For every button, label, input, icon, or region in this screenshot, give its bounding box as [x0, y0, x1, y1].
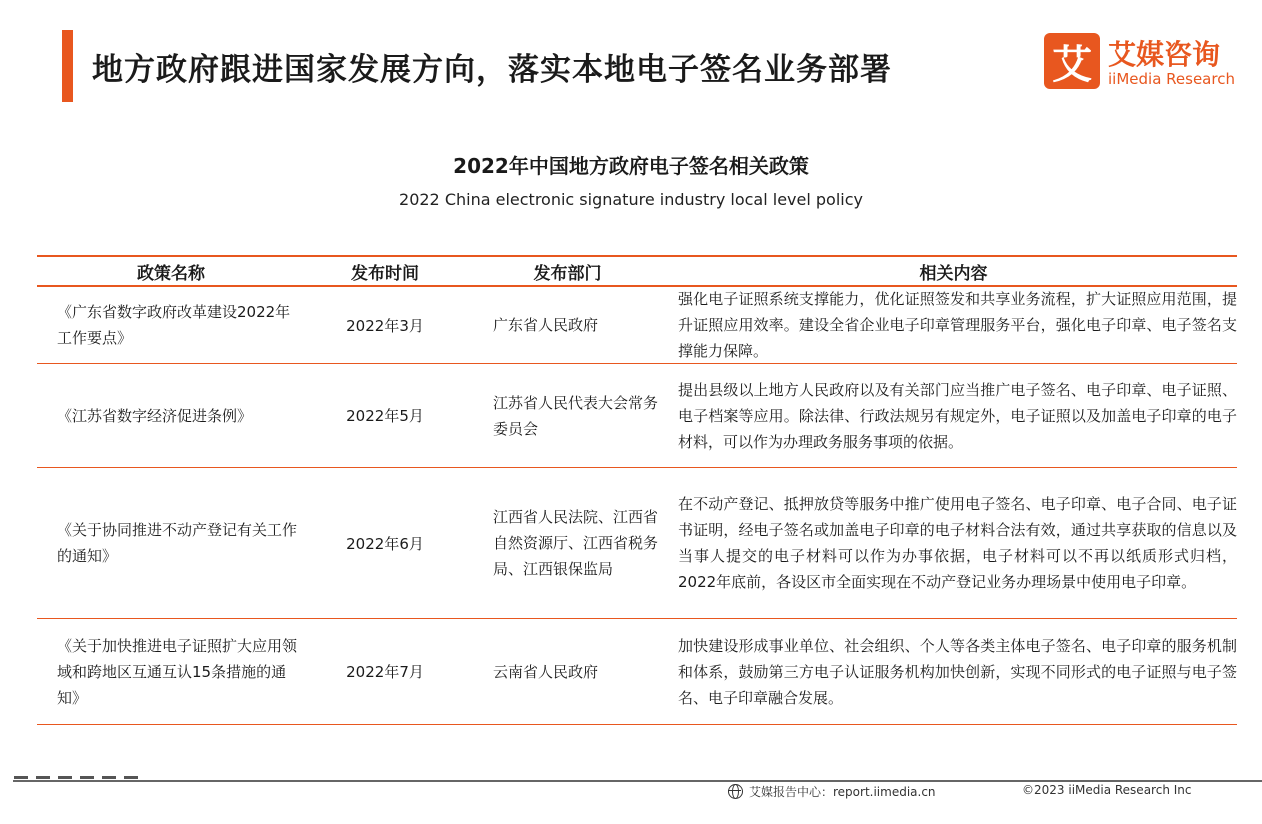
table-header	[37, 255, 1237, 287]
date-cell: 2022年3月	[346, 316, 424, 335]
logo-name-en: iiMedia Research	[1108, 70, 1235, 88]
footer-decoration	[14, 776, 144, 779]
table-row	[37, 619, 1237, 725]
title-accent-bar	[62, 30, 73, 102]
department-cell: 江苏省人民代表大会常务委员会	[493, 393, 659, 438]
logo-mark-icon: 艾	[1044, 33, 1100, 89]
date-cell: 2022年6月	[346, 534, 424, 553]
column-header-date: 发布时间	[351, 263, 419, 284]
department-cell: 云南省人民政府	[493, 662, 599, 681]
content-cell: 在不动产登记、抵押放贷等服务中推广使用电子签名、电子印章、电子合同、电子证书证明，经电子签名或加盖电子印章的电子材料合法有效，通过共享获取的信息以及当事人提交的电子材料可以作为办事依据，电子材料可以不再以纸质形式归档，2022年底前，各设区市全面实现在不动产登记业务办理场景中使用电子印章。	[678, 495, 1237, 591]
column-header-department: 发布部门	[533, 263, 602, 284]
content-cell: 提出县级以上地方人民政府以及有关部门应当推广电子签名、电子印章、电子证照、电子档案等应用。除法律、行政法规另有规定外，电子证照以及加盖电子印章的电子材料，可以作为办理政务服务事项的依据。	[678, 380, 1237, 451]
column-header-content: 相关内容	[919, 263, 988, 284]
date-cell: 2022年7月	[346, 663, 424, 681]
policy-name-cell: 《江苏省数字经济促进条例》	[57, 406, 253, 425]
footer-source	[728, 783, 936, 800]
footer-copyright: ©2023 iiMedia Research Inc	[1022, 783, 1192, 797]
policy-name-cell: 《关于协同推进不动产登记有关工作的通知》	[57, 521, 298, 565]
policy-table	[37, 255, 1237, 725]
brand-logo	[1044, 33, 1240, 93]
policy-name-cell: 《关于加快推进电子证照扩大应用领域和跨地区互通互认15条措施的通知》	[57, 636, 298, 707]
table-row	[37, 287, 1237, 364]
page-title: 地方政府跟进国家发展方向，落实本地电子签名业务部署	[92, 52, 892, 88]
date-cell: 2022年5月	[346, 407, 424, 425]
table-subtitle: 2022 China electronic signature industry local level policy	[399, 190, 863, 209]
column-header-policy-name: 政策名称	[137, 263, 205, 284]
department-cell: 江西省人民法院、江西省自然资源厅、江西省税务局、江西银保监局	[493, 508, 659, 578]
table-row	[37, 468, 1237, 619]
table-title: 2022年中国地方政府电子签名相关政策	[453, 154, 809, 178]
footer-source-text[interactable]: 艾媒报告中心：report.iimedia.cn	[749, 785, 936, 799]
policy-name-cell: 《广东省数字政府改革建设2022年工作要点》	[57, 303, 291, 347]
footer-divider	[13, 780, 1262, 782]
globe-icon	[728, 784, 743, 799]
department-cell: 广东省人民政府	[493, 316, 599, 334]
content-cell: 强化电子证照系统支撑能力，优化证照签发和共享业务流程，扩大证照应用范围，提升证照应用效率。建设全省企业电子印章管理服务平台，强化电子印章、电子签名支撑能力保障。	[678, 290, 1237, 360]
logo-name-cn: 艾媒咨询	[1108, 38, 1221, 71]
content-cell: 加快建设形成事业单位、社会组织、个人等各类主体电子签名、电子印章的服务机制和体系，鼓励第三方电子认证服务机构加快创新，实现不同形式的电子证照与电子签名、电子印章融合发展。	[678, 636, 1237, 707]
table-row	[37, 364, 1237, 468]
